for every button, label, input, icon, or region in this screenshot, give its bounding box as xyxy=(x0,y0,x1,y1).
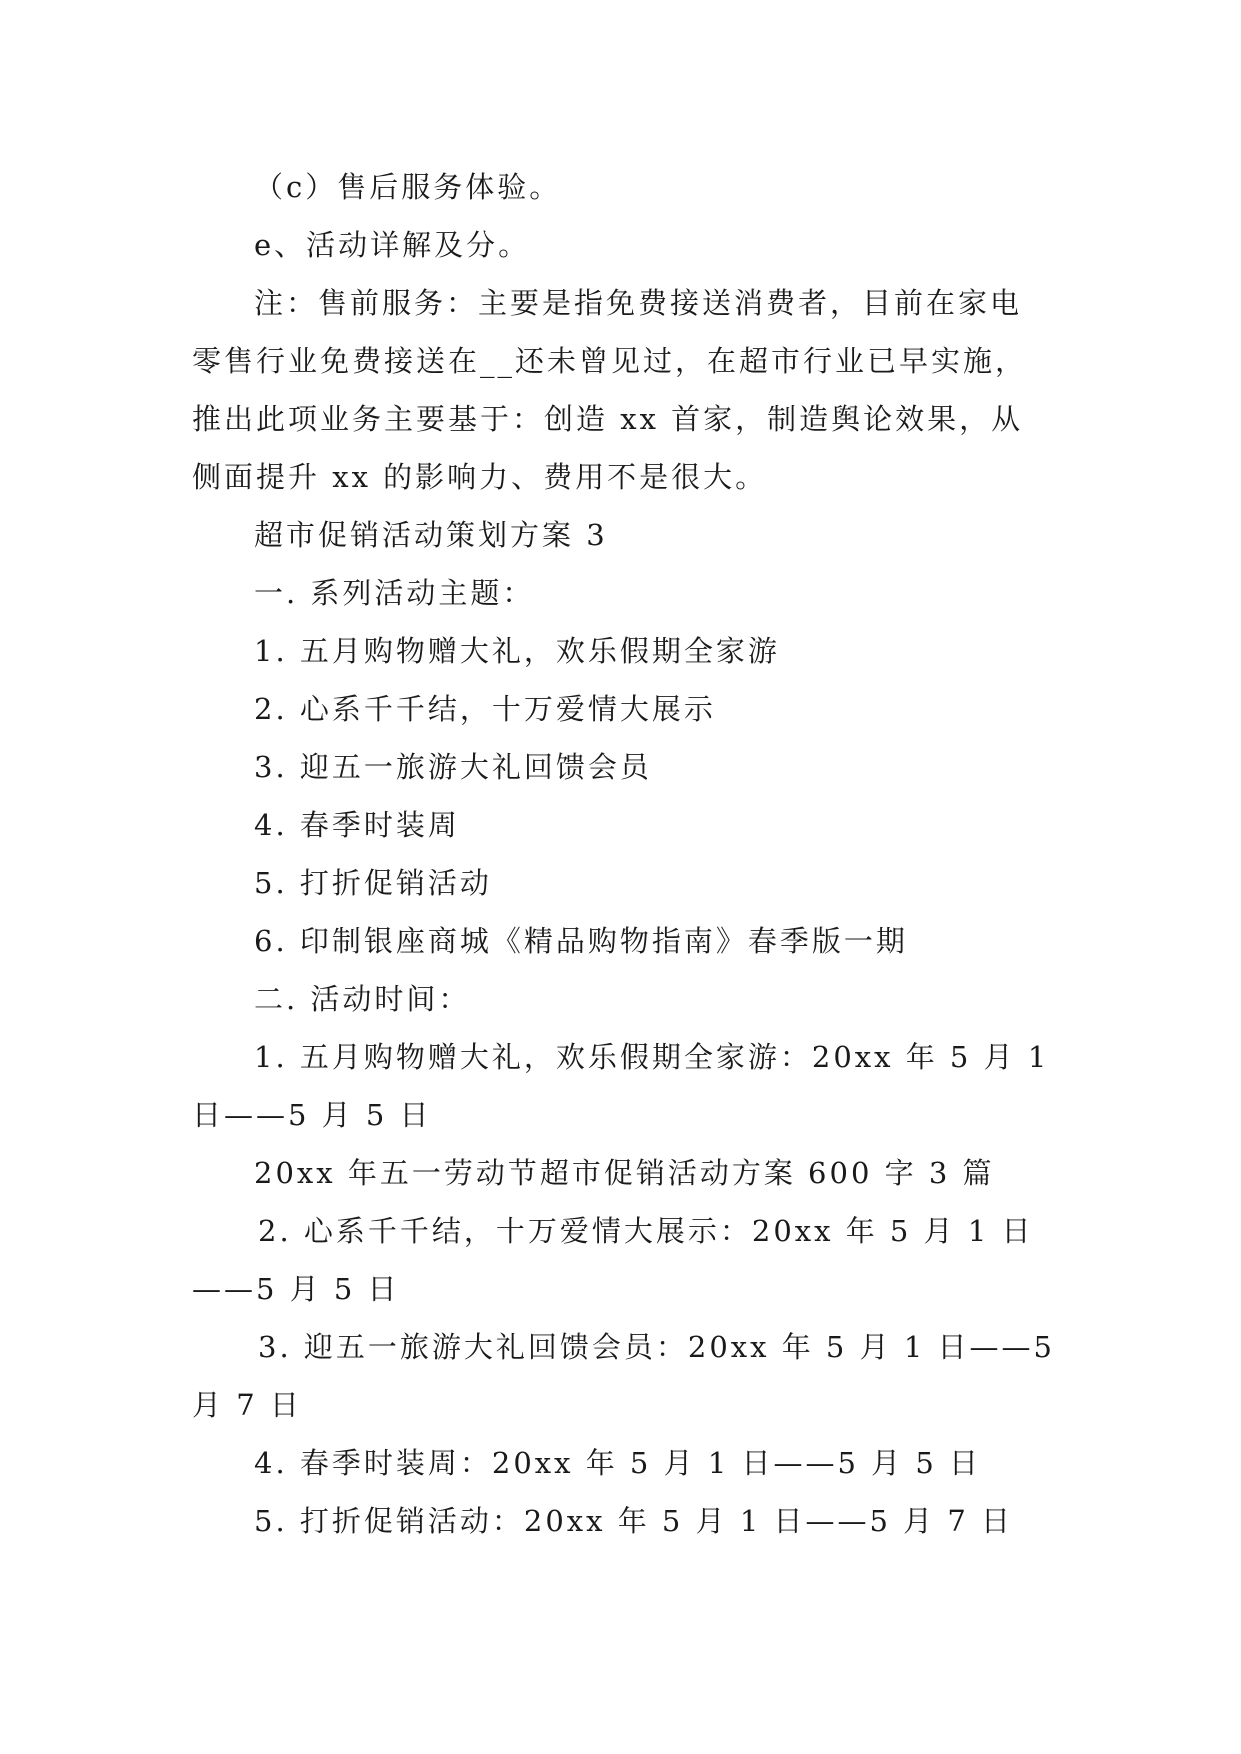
paragraph-line: e、活动详解及分。 xyxy=(254,228,531,262)
list-item-continuation: ——5 月 5 日 xyxy=(192,1272,400,1306)
list-item: 5. 打折促销活动 xyxy=(254,866,492,900)
section-title: 超市促销活动策划方案 3 xyxy=(254,518,608,552)
list-item: 3. 迎五一旅游大礼回馈会员：20xx 年 5 月 1 日——5 xyxy=(258,1330,1055,1364)
list-item: 1. 五月购物赠大礼，欢乐假期全家游：20xx 年 5 月 1 xyxy=(254,1040,1050,1074)
section-heading: 二. 活动时间： xyxy=(254,982,471,1016)
document-body xyxy=(192,158,1055,1550)
inserted-title: 20xx 年五一劳动节超市促销活动方案 600 字 3 篇 xyxy=(254,1156,995,1190)
paragraph-line: 推出此项业务主要基于：创造 xx 首家，制造舆论效果，从 xyxy=(192,402,1024,436)
paragraph-line: 零售行业免费接送在__还未曾见过，在超市行业已早实施， xyxy=(192,344,1028,378)
list-item: 4. 春季时装周：20xx 年 5 月 1 日——5 月 5 日 xyxy=(254,1446,982,1480)
list-item: 2. 心系千千结，十万爱情大展示：20xx 年 5 月 1 日 xyxy=(258,1214,1034,1248)
list-item: 5. 打折促销活动：20xx 年 5 月 1 日——5 月 7 日 xyxy=(254,1504,1014,1538)
paragraph-line: 注：售前服务：主要是指免费接送消费者，目前在家电 xyxy=(254,286,1023,320)
list-item: 1. 五月购物赠大礼，欢乐假期全家游 xyxy=(254,634,780,668)
list-item: 2. 心系千千结，十万爱情大展示 xyxy=(254,692,716,726)
section-heading: 一. 系列活动主题： xyxy=(254,576,535,610)
list-item-continuation: 日——5 月 5 日 xyxy=(192,1098,432,1132)
paragraph-line: 侧面提升 xx 的影响力、费用不是很大。 xyxy=(192,460,768,494)
list-item: 6. 印制银座商城《精品购物指南》春季版一期 xyxy=(254,924,908,958)
list-item: 4. 春季时装周 xyxy=(254,808,460,842)
list-item: 3. 迎五一旅游大礼回馈会员 xyxy=(254,750,652,784)
paragraph-line: （c）售后服务体验。 xyxy=(254,170,562,204)
list-item-continuation: 月 7 日 xyxy=(192,1388,302,1422)
